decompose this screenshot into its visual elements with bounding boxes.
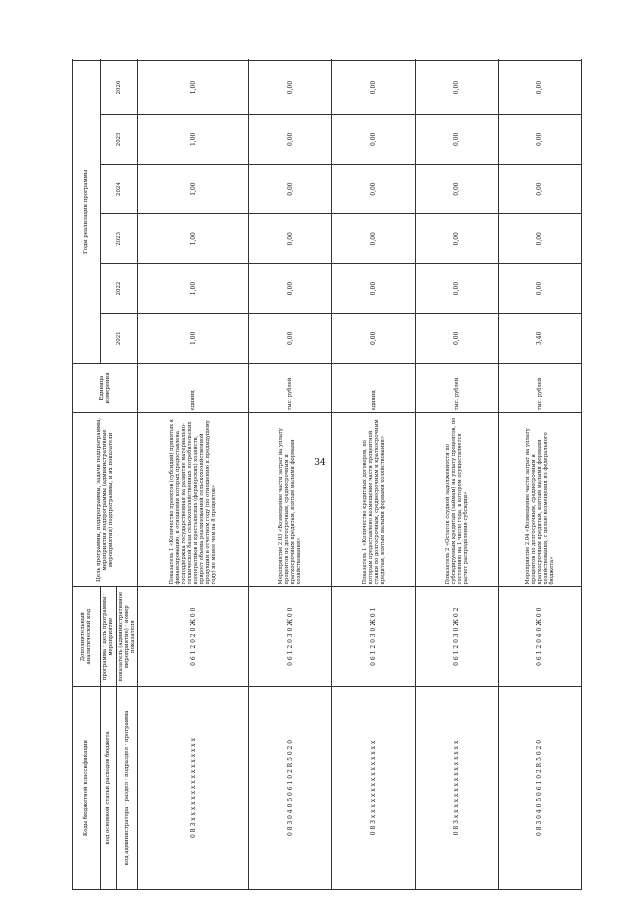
dop-col-0: программа xyxy=(102,648,109,681)
dop-code-cell: 0 6 1 2 0 3 0 Ж 0 2 xyxy=(415,587,498,686)
year-value-2024: 0,00 xyxy=(498,164,581,214)
year-2026: 2026 xyxy=(100,61,138,115)
dop-cols-header-2: показатель (административное мероприятие) · номер показателя xyxy=(116,587,138,686)
year-value-2021: 0,00 xyxy=(332,313,415,363)
unit-cell: тыс. рублей xyxy=(498,363,581,413)
year-2021: 2021 xyxy=(100,313,138,363)
dop-code-cell: 0 6 1 2 0 4 0 Ж 0 0 xyxy=(498,587,581,686)
dop-col-4: мероприятие xyxy=(108,617,115,656)
year-value-2024: 0,00 xyxy=(332,164,415,214)
year-2025: 2025 xyxy=(100,114,138,164)
kbk-code-cell: 0 8 3 x x x x x x x x x x x x x x x xyxy=(332,686,415,889)
year-value-2023: 0,00 xyxy=(249,214,332,264)
kbk-cols-header: код администратора · раздел · подраздел · программа xyxy=(116,686,138,889)
year-2023: 2023 xyxy=(100,214,138,264)
year-value-2025: 0,00 xyxy=(498,114,581,164)
dop-cols-header: программа · цель программы · мероприятие xyxy=(100,587,116,686)
kbk-code-cell: 0 8 3 0 4 0 5 0 6 1 0 2 R 5 0 2 0 xyxy=(249,686,332,889)
rotated-table xyxy=(72,60,582,890)
table-row xyxy=(249,61,332,890)
unit-header: Единица измерения xyxy=(73,363,138,413)
goal-text-cell: Мероприятие 2.04 «Возмещение части затрат на уплату процентов по долгосрочным, среднесрочным и краткосрочным кредитам, взятым малыми формами хозяйствования, с целью возмещения из федерального бюджета» xyxy=(498,413,581,587)
year-value-2021: 3,40 xyxy=(498,313,581,363)
kbk-header: Коды бюджетной классификации xyxy=(73,686,101,889)
kbk-col-3: программа xyxy=(124,710,131,742)
year-value-2026: 0,00 xyxy=(332,61,415,115)
dop-col-7: номер показателя xyxy=(124,605,137,653)
goal-text-cell: Показатель 1 «Количество кредитных договоров, по которым предоставлено возмещение части процентной ставки по долгосрочным, среднесрочным и краткосрочным кредитам, взятым малыми формами хозяйствования» xyxy=(332,413,415,587)
unit-cell: единиц xyxy=(138,363,249,413)
dop-col-2: цель программы xyxy=(102,596,109,644)
year-value-2026: 1,00 xyxy=(138,61,249,115)
kbk-col-0: код администратора xyxy=(124,806,131,866)
unit-cell: тыс. рублей xyxy=(249,363,332,413)
table-row xyxy=(138,61,249,890)
table-body xyxy=(138,61,582,890)
year-2022: 2022 xyxy=(100,264,138,314)
year-value-2025: 0,00 xyxy=(415,114,498,164)
year-value-2022: 0,00 xyxy=(415,264,498,314)
kbk-code-cell: 0 8 3 x x x x x x x x x x x x x x x x xyxy=(138,686,249,889)
table-row xyxy=(498,61,581,890)
kbk-sub-header: код основной статьи расходов бюджета xyxy=(100,686,116,889)
goal-text-cell: Показатель 1 «Количество проектов (субсидий) принятых к финансированию, в отношении которых предоставлена господдержка государственная на развитие материально-технической базы сельскохозяйственных потребительских кооперативов и крестьянских (фермерских) хозяйств, прирост объема реализованной сельскохозяйственной продукции в отчетном году (по отношению к предыдущему году) не менее чем на 8 процентов» xyxy=(138,413,249,587)
dop-code-cell: 0 6 1 2 0 3 0 Ж 0 1 xyxy=(332,587,415,686)
unit-cell: единиц xyxy=(332,363,415,413)
year-value-2023: 1,00 xyxy=(138,214,249,264)
year-value-2026: 0,00 xyxy=(249,61,332,115)
year-value-2023: 0,00 xyxy=(415,214,498,264)
years-header: Годы реализации программы xyxy=(73,61,101,364)
year-value-2021: 1,00 xyxy=(138,313,249,363)
year-value-2023: 0,00 xyxy=(332,214,415,264)
kbk-col-1: раздел xyxy=(124,781,131,802)
year-value-2026: 0,00 xyxy=(498,61,581,115)
year-value-2023: 0,00 xyxy=(498,214,581,264)
year-value-2025: 0,00 xyxy=(249,114,332,164)
unit-cell: тыс. рублей xyxy=(415,363,498,413)
table-row xyxy=(415,61,498,890)
year-value-2025: 1,00 xyxy=(138,114,249,164)
year-value-2026: 0,00 xyxy=(415,61,498,115)
year-value-2024: 0,00 xyxy=(415,164,498,214)
year-value-2022: 0,00 xyxy=(332,264,415,314)
table-row xyxy=(332,61,415,890)
dop-code-cell: 0 6 1 2 0 3 0 Ж 0 0 xyxy=(249,587,332,686)
year-value-2024: 0,00 xyxy=(249,164,332,214)
kbk-col-2: подраздел xyxy=(124,747,131,777)
year-value-2024: 1,00 xyxy=(138,164,249,214)
year-value-2025: 0,00 xyxy=(332,114,415,164)
year-value-2021: 0,00 xyxy=(415,313,498,363)
kbk-code-cell: 0 8 3 x x x x x x x x x x x x x x x xyxy=(415,686,498,889)
year-value-2022: 0,00 xyxy=(498,264,581,314)
year-value-2021: 0,00 xyxy=(249,313,332,363)
goal-header: Цель программы, подпрограммы, задачи подпрограммы, мероприятия подпрограммы (административные мероприятия) подпрограммы, и их показатели xyxy=(73,413,138,587)
page-number: 34 xyxy=(314,458,326,468)
goal-text-cell: Показатель 2 «Остаток ссудной задолженности по субсидируемым кредитам (займам) на уплату процентов, по состоянию на 1 число года, в котором осуществляется расчет распределения субсидии» xyxy=(415,413,498,587)
dop-col-5: показатель (административное мероприятие) xyxy=(117,591,131,682)
year-value-2022: 1,00 xyxy=(138,264,249,314)
year-value-2022: 0,00 xyxy=(249,264,332,314)
kbk-code-cell: 0 8 3 0 4 0 5 0 6 1 0 2 R 5 0 2 0 xyxy=(498,686,581,889)
dop-code-cell: 0 6 1 2 0 2 0 Ж 0 0 xyxy=(138,587,249,686)
rotated-table-area xyxy=(72,60,582,890)
year-2024: 2024 xyxy=(100,164,138,214)
dop-code-header: Дополнительный аналитический код xyxy=(73,587,101,686)
goal-text-cell: Мероприятие 2.03 «Возмещение части затрат на уплату процентов по долгосрочным, среднесрочным и краткосрочным кредитам, взятым малыми формами хозяйствования» xyxy=(249,413,332,587)
program-indicators-table xyxy=(72,60,582,890)
